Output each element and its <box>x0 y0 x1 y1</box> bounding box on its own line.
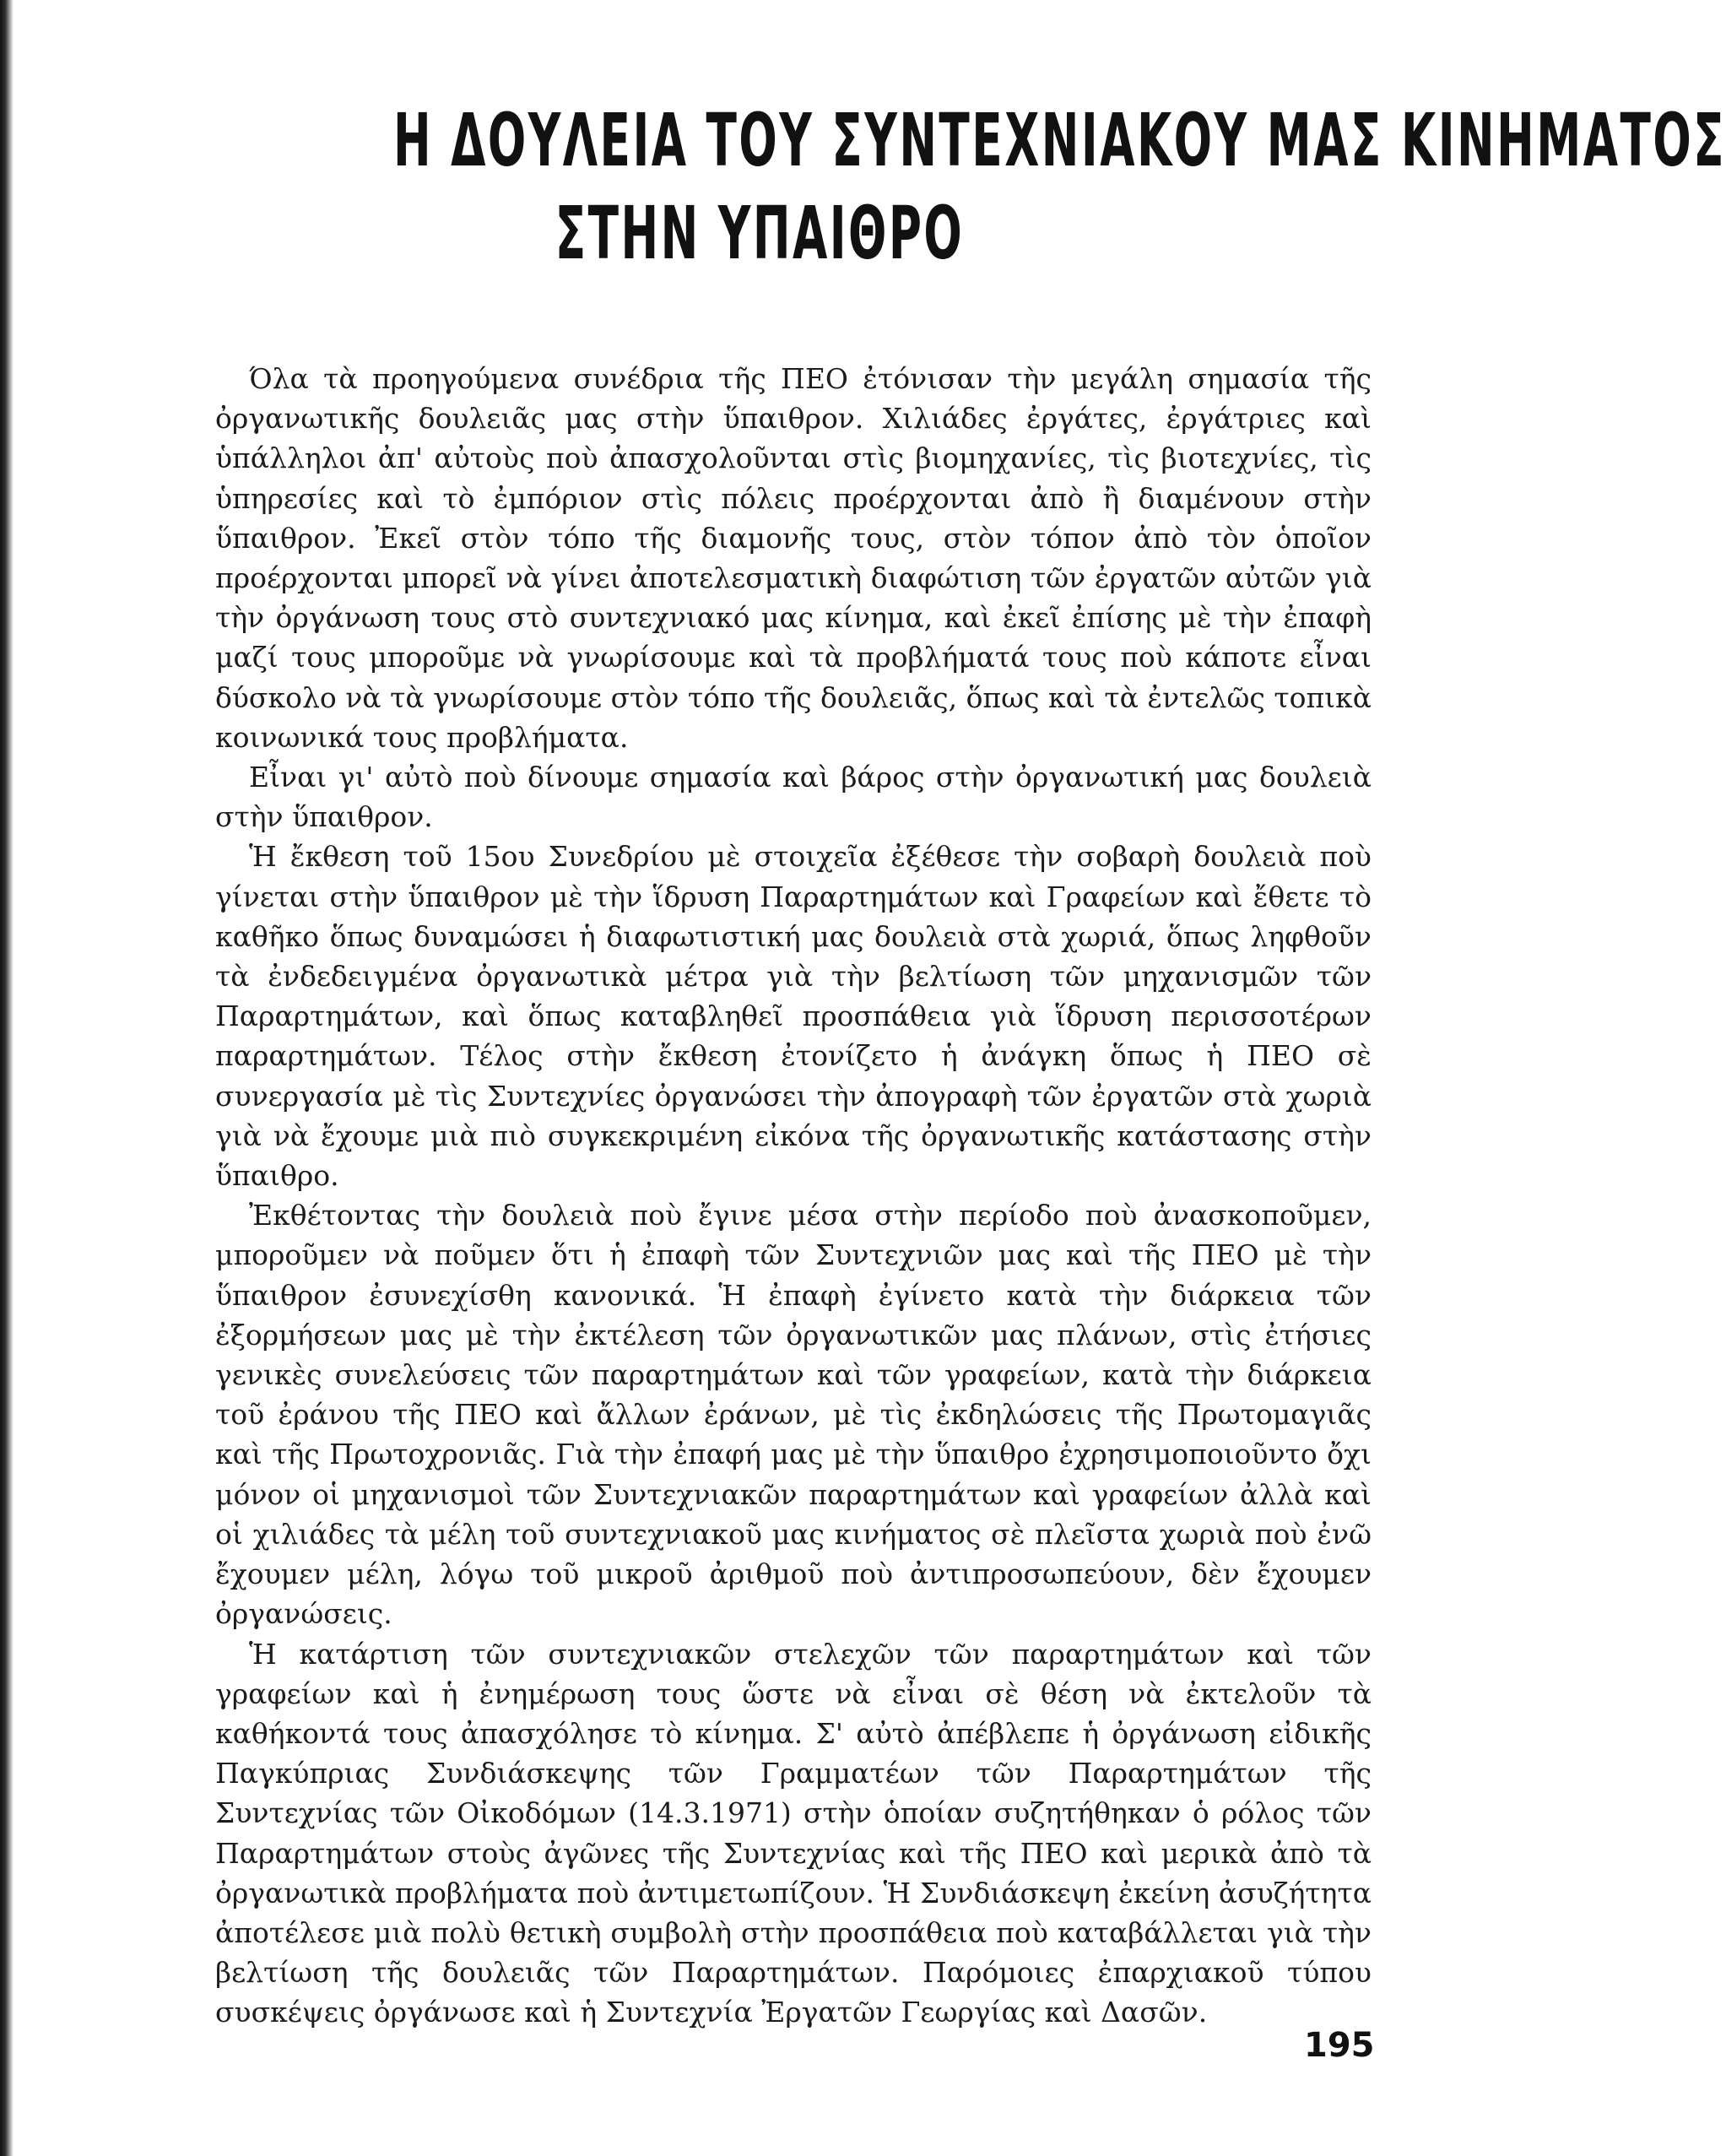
article-body <box>215 359 1372 2033</box>
paragraph-1: Όλα τὰ προηγούμενα συνέδρια τῆς ΠΕΟ ἐτόνισαν τὴν μεγάλη σημασία τῆς ὀργανωτικῆς δουλειᾶς μας στὴν ὕπαιθρον. Χιλιάδες ἐργάτες, ἐργάτριες καὶ ὑπάλληλοι ἀπ' αὐτοὺς ποὺ ἀπασχολοῦνται στὶς βιομηχανίες, τὶς βιοτεχνίες, τὶς ὑπηρεσίες καὶ τὸ ἐμπόριον στὶς πόλεις προέρχονται ἀπὸ ἢ διαμένουν στὴν ὕπαιθρον. Ἐκεῖ στὸν τόπο τῆς διαμονῆς τους, στὸν τόπον ἀπὸ τὸν ὁποῖον προέρχονται μπορεῖ νὰ γίνει ἀποτελεσματικὴ διαφώτιση τῶν ἐργατῶν αὐτῶν γιὰ τὴν ὀργάνωση τους στὸ συντεχνιακό μας κίνημα, καὶ ἐκεῖ ἐπίσης μὲ τὴν ἐπαφὴ μαζί τους μποροῦμε νὰ γνωρίσουμε καὶ τὰ προβλήματά τους ποὺ κάποτε εἶναι δύσκολο νὰ τὰ γνωρίσουμε στὸν τόπο τῆς δουλειᾶς, ὅπως καὶ τὰ ἐντελῶς τοπικὰ κοινωνικά τους προβλήματα. <box>215 362 1372 754</box>
paragraph-5: Ἡ κατάρτιση τῶν συντεχνιακῶν στελεχῶν τῶν παραρτημάτων καὶ τῶν γραφείων καὶ ἡ ἐνημέρωση τους ὥστε νὰ εἶναι σὲ θέση νὰ ἐκτελοῦν τὰ καθήκοντά τους ἀπασχόλησε τὸ κίνημα. Σ' αὐτὸ ἀπέβλεπε ἡ ὀργάνωση εἰδικῆς Παγκύπριας Συνδιάσκεψης τῶν Γραμματέων τῶν Παραρτημάτων τῆς Συντεχνίας τῶν Οἰκοδόμων (14.3.1971) στὴν ὁποίαν συζητήθηκαν ὁ ρόλος τῶν Παραρτημάτων στοὺς ἀγῶνες τῆς Συντεχνίας καὶ τῆς ΠΕΟ καὶ μερικὰ ἀπὸ τὰ ὀργανωτικὰ προβλήματα ποὺ ἀντιμετωπίζουν. Ἡ Συνδιάσκεψη ἐκείνη ἀσυζήτητα ἀποτέλεσε μιὰ πολὺ θετικὴ συμβολὴ στὴν προσπάθεια ποὺ καταβάλλεται γιὰ τὴν βελτίωση τῆς δουλειᾶς τῶν Παραρτημάτων. Παρόμοιες ἐπαρχιακοῦ τύπου συσκέψεις ὀργάνωσε καὶ ἡ Συντεχνία Ἐργατῶν Γεωργίας καὶ Δασῶν. <box>215 1637 1372 2029</box>
paragraph-3: Ἡ ἔκθεση τοῦ 15ου Συνεδρίου μὲ στοιχεῖα ἐξέθεσε τὴν σοβαρὴ δουλειὰ ποὺ γίνεται στὴν ὕπαιθρον μὲ τὴν ἵδρυση Παραρτημάτων καὶ Γραφείων καὶ ἔθετε τὸ καθῆκο ὅπως δυναμώσει ἡ διαφωτιστική μας δουλειὰ στὰ χωριά, ὅπως ληφθοῦν τὰ ἐνδεδειγμένα ὀργανωτικὰ μέτρα γιὰ τὴν βελτίωση τῶν μηχανισμῶν τῶν Παραρτημάτων, καὶ ὅπως καταβληθεῖ προσπάθεια γιὰ ἵδρυση περισσοτέρων παραρτημάτων. Τέλος στὴν ἔκθεση ἐτονίζετο ἡ ἀνάγκη ὅπως ἡ ΠΕΟ σὲ συνεργασία μὲ τὶς Συντεχνίες ὀργανώσει τὴν ἀπογραφὴ τῶν ἐργατῶν στὰ χωριὰ γιὰ νὰ ἔχουμε μιὰ πιὸ συγκεκριμένη εἰκόνα τῆς ὀργανωτικῆς κατάστασης στὴν ὕπαιθρο. <box>215 840 1372 1193</box>
paragraph-2: Εἶναι γι' αὐτὸ ποὺ δίνουμε σημασία καὶ βάρος στὴν ὀργανωτική μας δουλειὰ στὴν ὕπαιθρον. <box>215 761 1372 834</box>
page-number: 195 <box>1304 2026 1375 2065</box>
paragraph-4: Ἐκθέτοντας τὴν δουλειὰ ποὺ ἔγινε μέσα στὴν περίοδο ποὺ ἀνασκοποῦμεν, μποροῦμεν νὰ ποῦμεν ὅτι ἡ ἐπαφὴ τῶν Συντεχνιῶν μας καὶ τῆς ΠΕΟ μὲ τὴν ὕπαιθρον ἐσυνεχίσθη κανονικά. Ἡ ἐπαφὴ ἐγίνετο κατὰ τὴν διάρκεια τῶν ἐξορμήσεων μας μὲ τὴν ἐκτέλεση τῶν ὀργανωτικῶν μας πλάνων, στὶς ἐτήσιες γενικὲς συνελεύσεις τῶν παραρτημάτων καὶ τῶν γραφείων, κατὰ τὴν διάρκεια τοῦ ἐράνου τῆς ΠΕΟ καὶ ἄλλων ἐράνων, μὲ τὶς ἐκδηλώσεις τῆς Πρωτομαγιᾶς καὶ τῆς Πρωτοχρονιᾶς. Γιὰ τὴν ἐπαφή μας μὲ τὴν ὕπαιθρο ἐχρησιμοποιοῦντο ὄχι μόνον οἱ μηχανισμοὶ τῶν Συντεχνιακῶν παραρτημάτων καὶ γραφείων ἀλλὰ καὶ οἱ χιλιάδες τὰ μέλη τοῦ συντεχνιακοῦ μας κινήματος σὲ πλεῖστα χωριὰ ποὺ ἐνῶ ἔχουμεν μέλη, λόγω τοῦ μικροῦ ἀριθμοῦ ποὺ ἀντιπροσωπεύουν, δὲν ἔχουμεν ὀργανώσεις. <box>215 1199 1372 1631</box>
page-title <box>169 95 1726 280</box>
title-line-1: Η ΔΟΥΛΕΙΑ ΤΟΥ ΣΥΝΤΕΧΝΙΑΚΟΥ ΜΑΣ ΚΙΝΗΜΑΤΟΣ <box>393 99 1726 183</box>
title-line-2: ΣΤΗΝ ΥΠΑΙΘΡΟ <box>555 192 965 276</box>
